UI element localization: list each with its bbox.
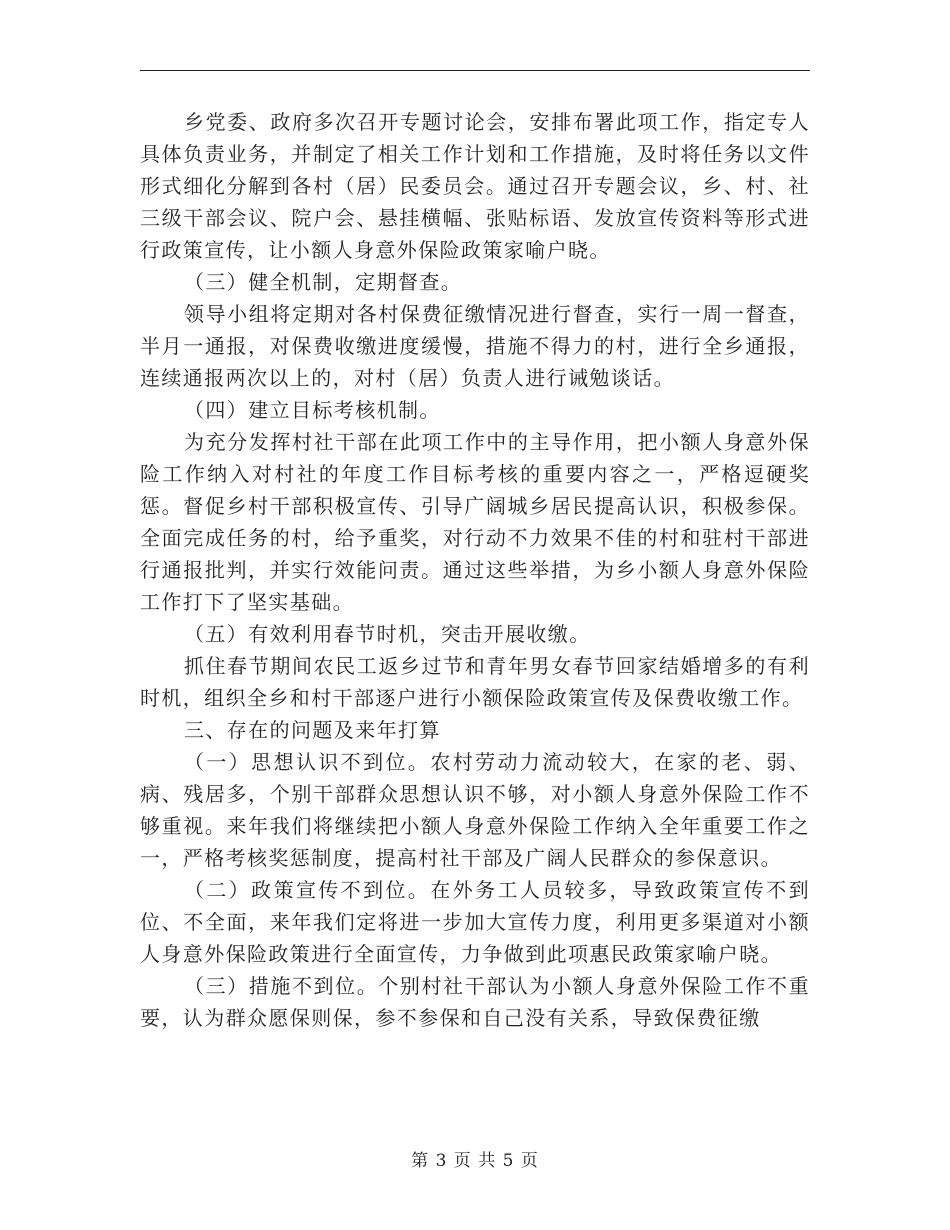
paragraph-problem-measures: （三）措施不到位。个别村社干部认为小额人身意外保险工作不重要，认为群众愿保则保，参不参保和自己没有关系，导致保费征缴 — [140, 974, 810, 1030]
paragraph-spring-festival: 抓住春节期间农民工返乡过节和青年男女春节回家结婚增多的有利时机，组织全乡和村干部逐户进行小额保险政策宣传及保费收缴工作。 — [140, 654, 810, 710]
paragraph-problem-publicity: （二）政策宣传不到位。在外务工人员较多，导致政策宣传不到位、不全面，来年我们定将进一步加大宣传力度，利用更多渠道对小额人身意外保险政策进行全面宣传，力争做到此项惠民政策家喻户晓。 — [140, 878, 810, 966]
paragraph-problem-awareness: （一）思想认识不到位。农村劳动力流动较大，在家的老、弱、病、残居多，个别干部群众思想认识不够，对小额人身意外保险工作不够重视。来年我们将继续把小额人身意外保险工作纳入全年重要工作之一，严格考核奖惩制度，提高村社干部及广阔人民群众的参保意识。 — [140, 750, 810, 870]
header-rule — [140, 70, 810, 71]
paragraph-publicity-measures: 乡党委、政府多次召开专题讨论会，安排布署此项工作，指定专人具体负责业务，并制定了相关工作计划和工作措施，及时将任务以文件形式细化分解到各村（居）民委员会。通过召开专题会议，乡、村、社三级干部会议、院户会、悬挂横幅、张贴标语、发放宣传资料等形式进行政策宣传，让小额人身意外保险政策家喻户晓。 — [140, 110, 810, 262]
document-body — [140, 106, 810, 1034]
page-number-footer: 第 3 页 共 5 页 — [411, 1151, 539, 1171]
paragraph-supervision: 领导小组将定期对各村保费征缴情况进行督查，实行一周一督查，半月一通报，对保费收缴进度缓慢，措施不得力的村，进行全乡通报，连续通报两次以上的，对村（居）负责人进行诫勉谈话。 — [140, 302, 810, 390]
section-heading-problems: 三、存在的问题及来年打算 — [184, 718, 441, 742]
section-heading-assessment: （四）建立目标考核机制。 — [184, 398, 441, 422]
section-heading-supervision: （三）健全机制，定期督查。 — [184, 270, 463, 294]
section-heading-spring-festival: （五）有效利用春节时机，突击开展收缴。 — [184, 622, 591, 646]
paragraph-assessment: 为充分发挥村社干部在此项工作中的主导作用，把小额人身意外保险工作纳入对村社的年度工作目标考核的重要内容之一，严格逗硬奖惩。督促乡村干部积极宣传、引导广阔城乡居民提高认识，积极参保。全面完成任务的村，给予重奖，对行动不力效果不佳的村和驻村干部进行通报批判，并实行效能问责。通过这些举措，为乡小额人身意外保险工作打下了坚实基础。 — [140, 430, 810, 614]
